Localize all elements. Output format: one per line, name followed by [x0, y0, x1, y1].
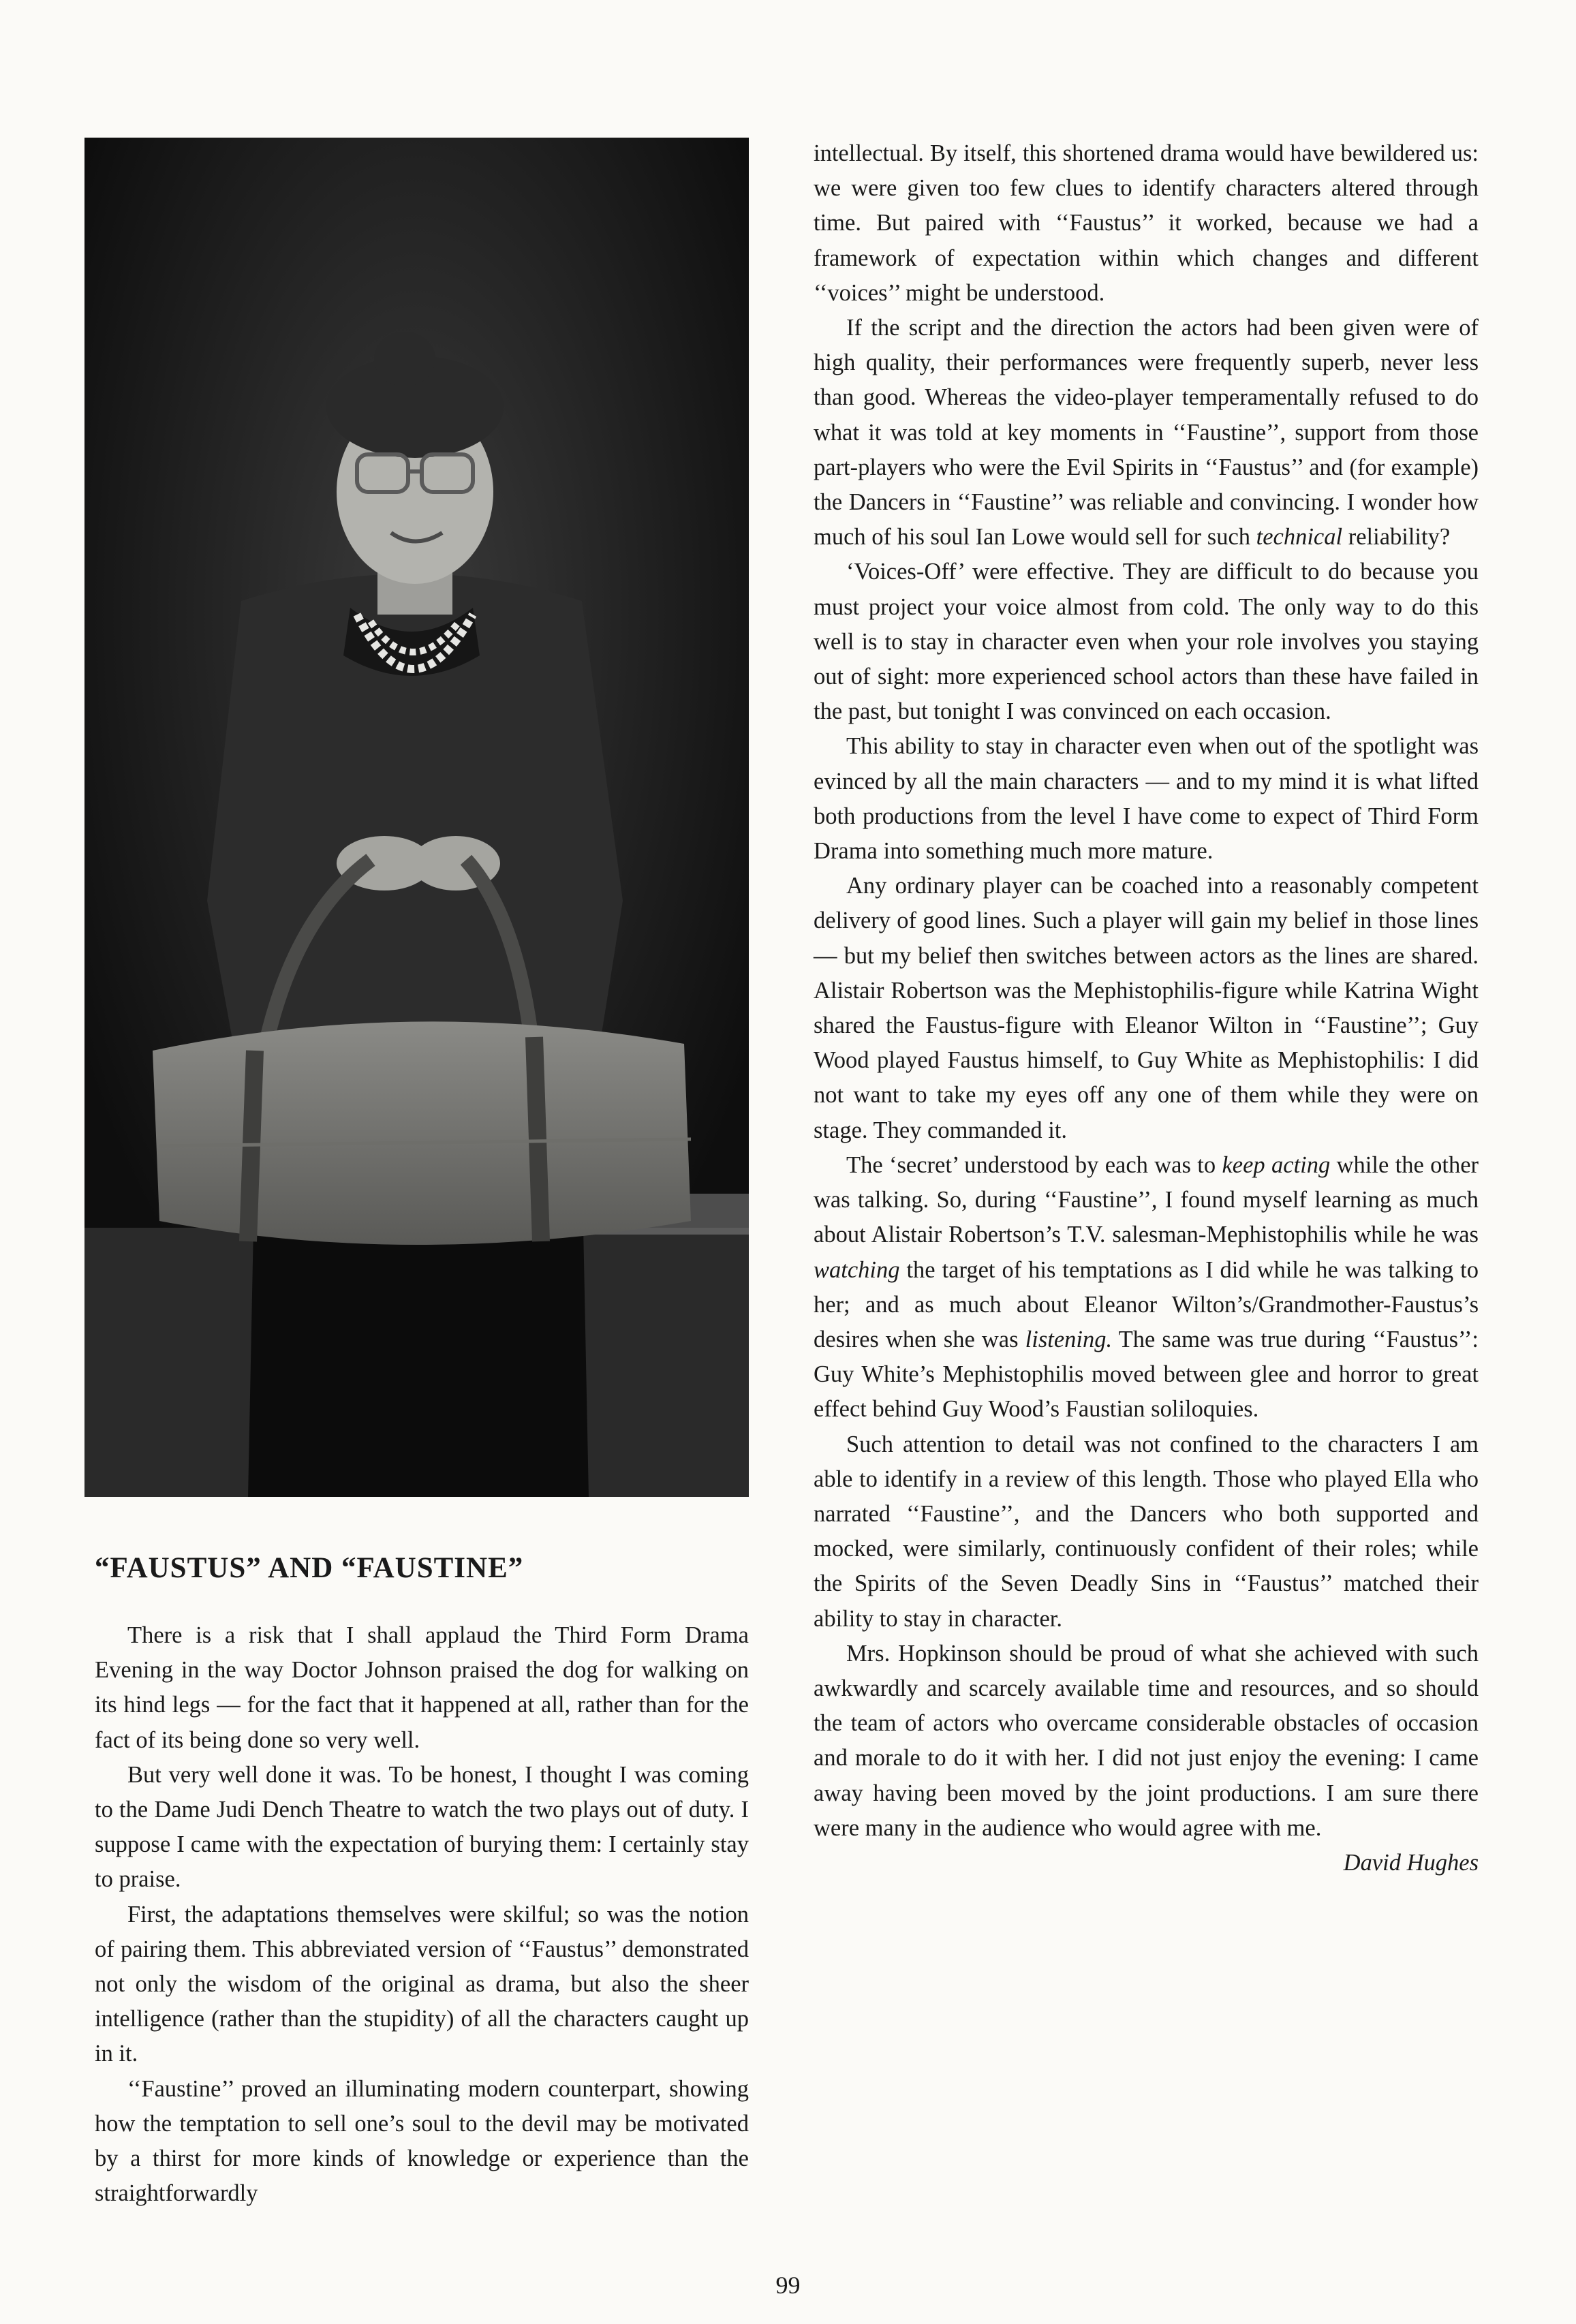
page-number: 99 [775, 2272, 801, 2299]
paragraph: Any ordinary player can be coached into a reasonably competent delivery of good lines. Such a player will gain my belief in those lines — but my belief then switches between actors as the lines are shared. Alistair Robertson was the Mephistophilis-figure while Katrina Wight shared the Faustus-figure with Eleanor Wilton in ‘‘Faustine’’; Guy Wood played Faustus himself, to Guy White as Mephistophilis: I did not want to take my eyes off any one of them while they were on stage. They commanded it. [814, 873, 1479, 1143]
emphasis: keep acting [1222, 1151, 1331, 1178]
article-photo [84, 138, 749, 1497]
right-column [814, 136, 1479, 1880]
paragraph: intellectual. By itself, this shortened drama would have bewildered us: we were given too few clues to identify characters altered through time. But paired with ‘‘Faustus’’ it worked, because we had a framework of expectation within which changes and different ‘‘voices’’ might be understood. [814, 140, 1479, 306]
paragraph [814, 1148, 1479, 1427]
emphasis: listening. [1025, 1326, 1113, 1352]
emphasis: technical [1256, 524, 1343, 551]
paragraph: This ability to stay in character even when out of the spotlight was evinced by all the main characters — and to my mind it is what lifted both productions from the level I have come to expect of Third Form Drama into something much more mature. [814, 733, 1479, 865]
text-span: reliability? [1342, 524, 1451, 551]
paragraph: Mrs. Hopkinson should be proud of what she achieved with such awkwardly and scarcely available time and resources, and so should the team of actors who overcame considerable obstacles of occasion and morale to do it with her. I did not just enjoy the evening: I came away having been moved by the joint productions. I am sure there were many in the audience who would agree with me. [814, 1640, 1479, 1841]
text-span: the target of his temptations as I did while he was talking to her; and as much about Eleanor Wilton’s/Grandmother-Faustus’s desires when she was [814, 1256, 1479, 1352]
paragraph: But very well done it was. To be honest, I thought I was coming to the Dame Judi Dench Theatre to watch the two plays out of duty. I suppose I came with the expectation of burying them: I certainly stay to praise. [95, 1761, 749, 1893]
photo-illustration [84, 138, 749, 1497]
paragraph: ‘Voices-Off’ were effective. They are difficult to do because you must project your voice almost from cold. The only way to do this well is to stay in character even when your role involves you staying out of sight: more experienced school actors than these have failed in the past, but tonight I was convinced on each occasion. [814, 559, 1479, 725]
article-title: “FAUSTUS” AND “FAUSTINE” [95, 1552, 524, 1584]
author-signature: David Hughes [1343, 1849, 1479, 1876]
text-span: The same was true during ‘‘Faustus’’: Guy White’s Mephistophilis moved between glee and horror to great effect behind Guy Wood’s Faustian soliloquies. [814, 1326, 1479, 1423]
paragraph [814, 311, 1479, 555]
left-column [95, 1618, 749, 2211]
emphasis: watching [814, 1256, 900, 1283]
text-span: The ‘secret’ understood by each was to [846, 1151, 1222, 1178]
paragraph: ‘‘Faustine’’ proved an illuminating modern counterpart, showing how the temptation to sell one’s soul to the devil may be motivated by a thirst for more kinds of knowledge or experience than the straightforwardly [95, 2075, 749, 2207]
paragraph: Such attention to detail was not confined to the characters I am able to identify in a review of this length. Those who played Ella who narrated ‘‘Faustine’’, and the Dancers who both supported and mocked, were similarly, continuously confident of their roles; while the Spirits of the Seven Deadly Sins in ‘‘Faustus’’ matched their ability to stay in character. [814, 1431, 1479, 1632]
paragraph: There is a risk that I shall applaud the Third Form Drama Evening in the way Doctor Johnson praised the dog for walking on its hind legs — for the fact that it happened at all, rather than for the fact of its being done so very well. [95, 1622, 749, 1753]
text-span: If the script and the direction the actors had been given were of high quality, their performances were frequently superb, never less than good. Whereas the video-player temperamentally refused to do what it was told at key moments in ‘‘Faustine’’, support from those part-players who were the Evil Spirits in ‘‘Faustus’’ and (for example) the Dancers in ‘‘Faustine’’ was reliable and convincing. I wonder how much of his soul Ian Lowe would sell for such [814, 315, 1479, 551]
text-span: while the other was talking. So, during ‘‘Faustine’’, I found myself learning as much about Alistair Robertson’s T.V. salesman-Mephistophilis while he was [814, 1151, 1479, 1248]
paragraph: First, the adaptations themselves were skilful; so was the notion of pairing them. This abbreviated version of ‘‘Faustus’’ demonstrated not only the wisdom of the original as drama, but also the sheer intelligence (rather than the stupidity) of all the characters caught up in it. [95, 1901, 749, 2067]
